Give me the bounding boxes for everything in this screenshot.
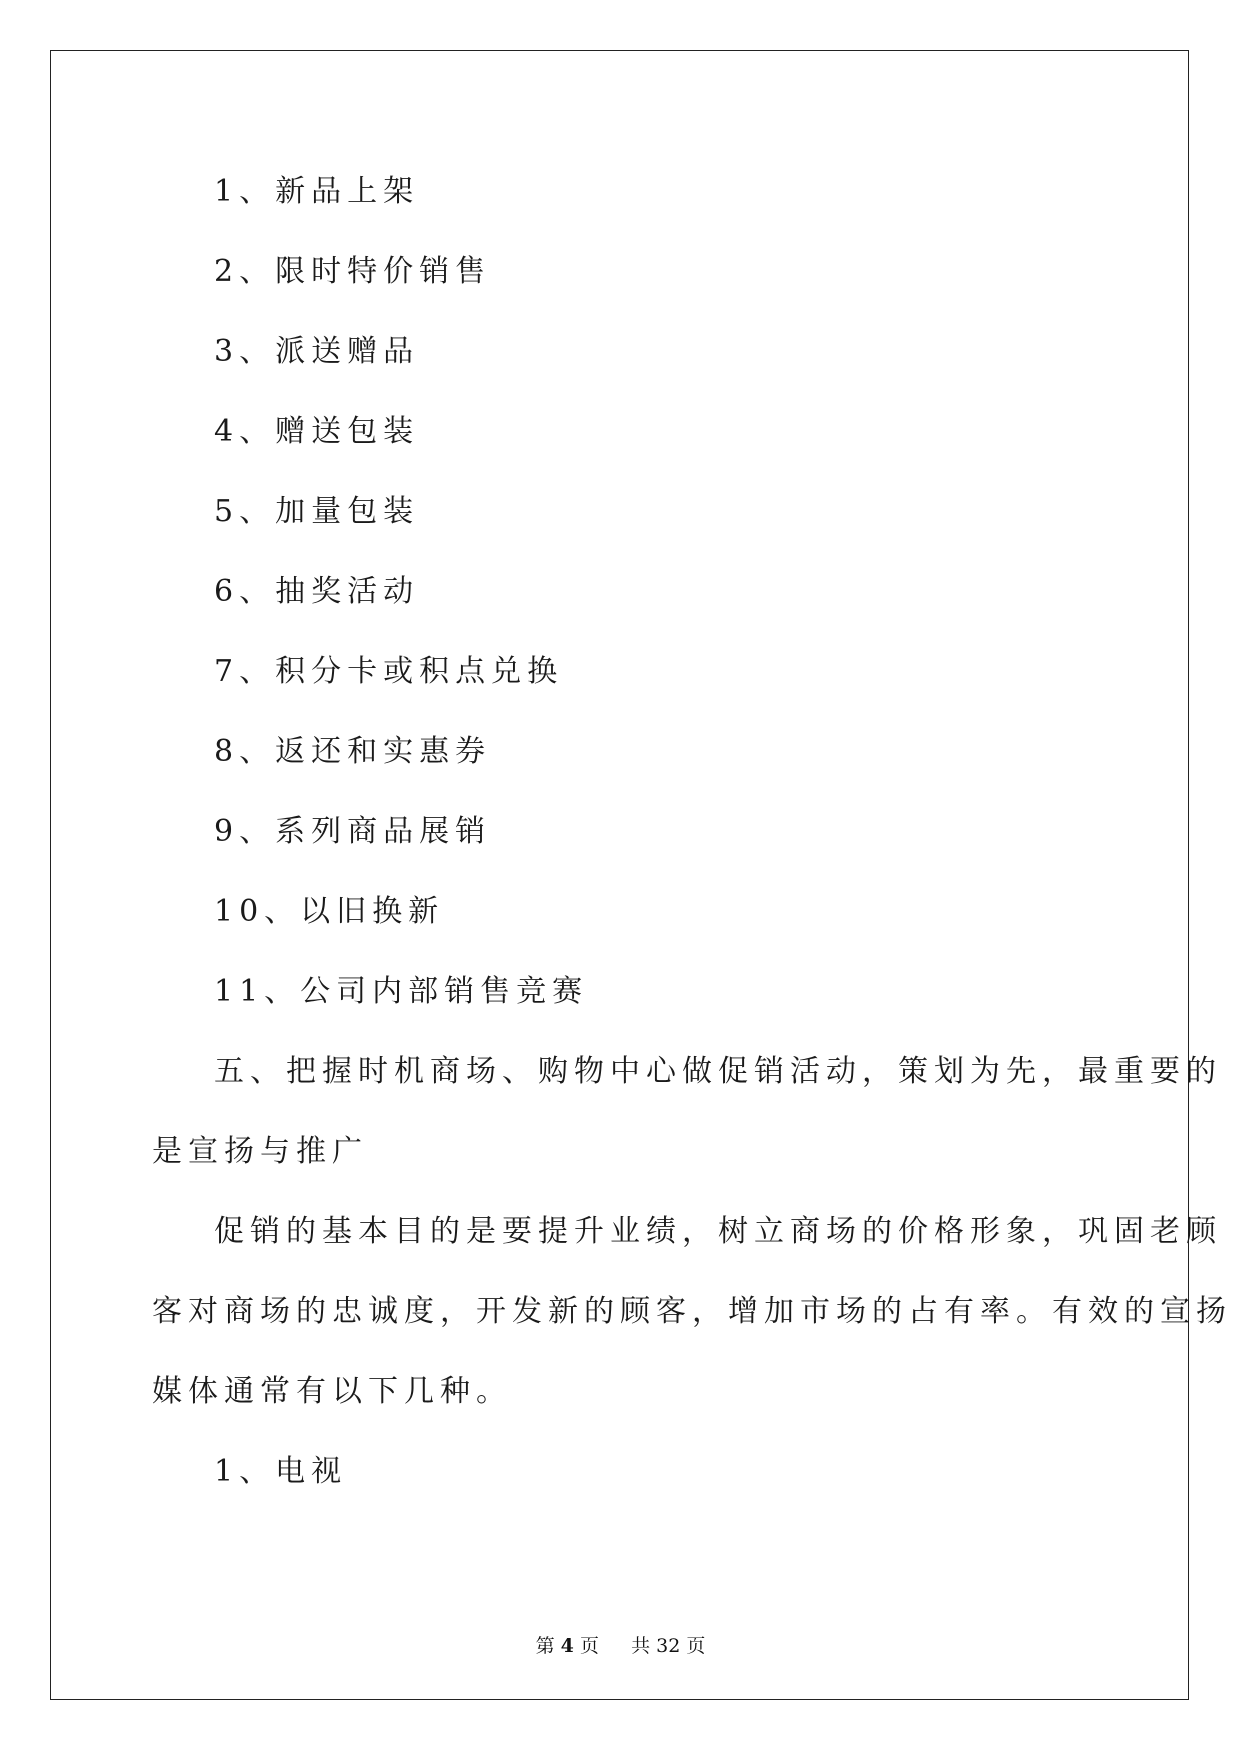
section-heading-continued: 是宣扬与推广	[152, 1134, 368, 1169]
list-item: 1、新品上架	[214, 174, 420, 209]
list-item: 2、限时特价销售	[214, 254, 492, 289]
list-item: 10、以旧换新	[214, 894, 445, 929]
media-list-item: 1、电视	[214, 1454, 348, 1489]
footer-total-prefix: 共	[631, 1635, 651, 1657]
paragraph-line: 促销的基本目的是要提升业绩，树立商场的价格形象，巩固老顾	[214, 1214, 1222, 1249]
footer-page-suffix: 页	[579, 1635, 599, 1657]
list-item: 4、赠送包装	[214, 414, 420, 449]
paragraph-line: 媒体通常有以下几种。	[152, 1374, 512, 1409]
list-item: 7、积分卡或积点兑换	[214, 654, 564, 689]
footer-total-pages: 32	[656, 1635, 681, 1657]
list-item: 6、抽奖活动	[214, 574, 420, 609]
section-heading: 五、把握时机商场、购物中心做促销活动，策划为先，最重要的	[214, 1054, 1222, 1089]
paragraph-line: 客对商场的忠诚度，开发新的顾客，增加市场的占有率。有效的宣扬	[152, 1294, 1232, 1329]
footer-page-number: 4	[560, 1635, 574, 1657]
page-footer	[0, 1634, 1241, 1658]
footer-total-suffix: 页	[686, 1635, 706, 1657]
list-item: 9、系列商品展销	[214, 814, 492, 849]
list-item: 3、派送赠品	[214, 334, 420, 369]
list-item: 8、返还和实惠券	[214, 734, 492, 769]
footer-page-prefix: 第	[535, 1635, 555, 1657]
list-item: 11、公司内部销售竞赛	[214, 974, 589, 1009]
list-item: 5、加量包装	[214, 494, 420, 529]
